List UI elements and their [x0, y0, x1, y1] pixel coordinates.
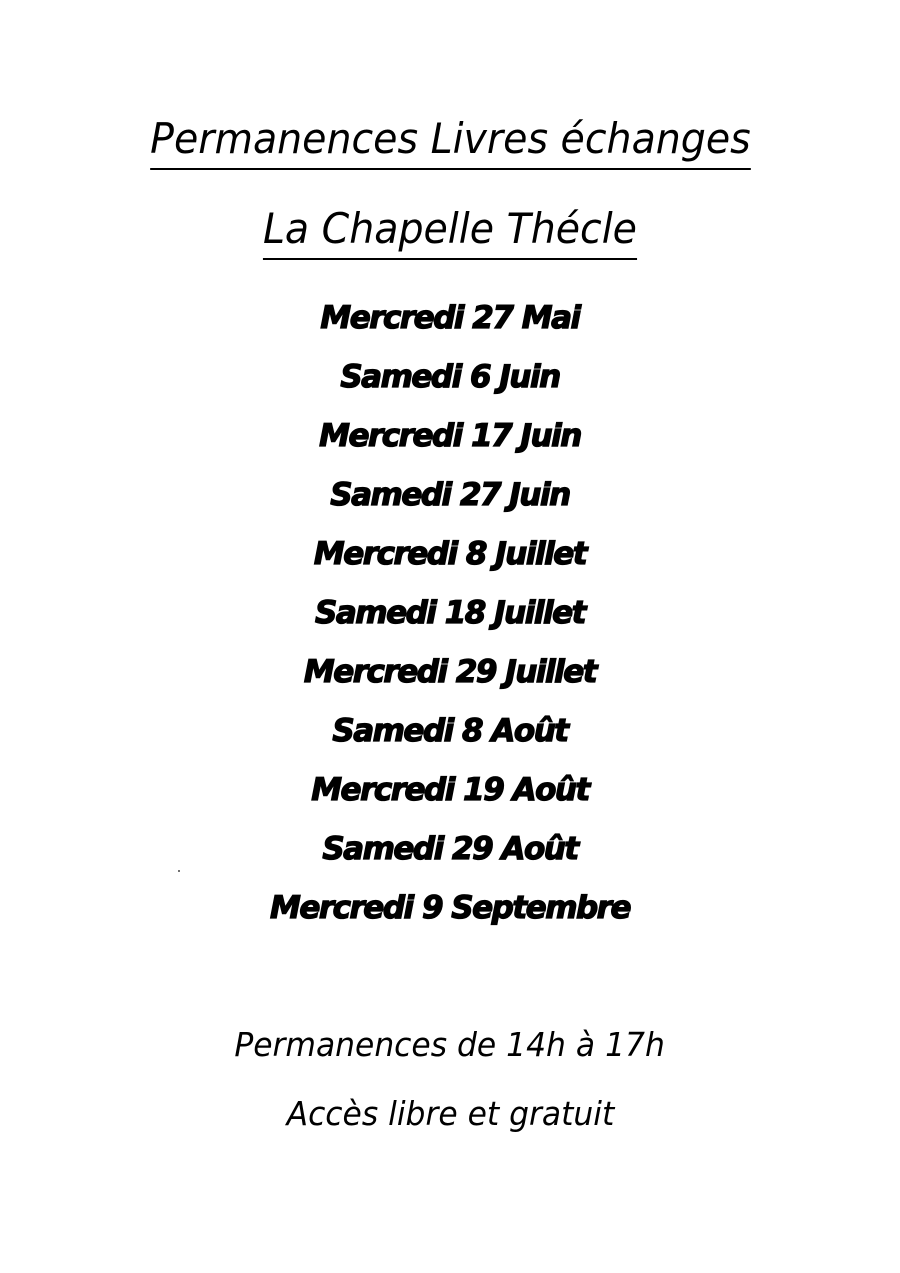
access-text: Accès libre et gratuit: [286, 1094, 614, 1133]
date-item: Samedi 27 Juin: [330, 477, 570, 513]
title-text-1: Permanences Livres échanges: [150, 118, 751, 170]
title-line-2: [0, 204, 900, 260]
date-item: Mercredi 27 Mai: [320, 300, 580, 336]
title-text-2: La Chapelle Thécle: [263, 208, 637, 260]
access-line: [0, 1094, 900, 1133]
date-item: Mercredi 29 Juillet: [303, 654, 597, 690]
title-line-1: [0, 114, 900, 170]
date-item: Mercredi 9 Septembre: [269, 890, 630, 926]
date-item: Mercredi 17 Juin: [319, 418, 581, 454]
hours-line: [0, 1025, 900, 1064]
date-item: Mercredi 8 Juillet: [313, 536, 587, 572]
dates-list: [0, 300, 900, 949]
date-item: Samedi 8 Août: [332, 713, 568, 749]
date-item: Samedi 6 Juin: [340, 359, 560, 395]
hours-text: Permanences de 14h à 17h: [234, 1025, 666, 1064]
date-item: Mercredi 19 Août: [311, 772, 589, 808]
date-item: Samedi 18 Juillet: [315, 595, 585, 631]
scan-speck: [178, 870, 180, 872]
date-item: Samedi 29 Août: [322, 831, 578, 867]
